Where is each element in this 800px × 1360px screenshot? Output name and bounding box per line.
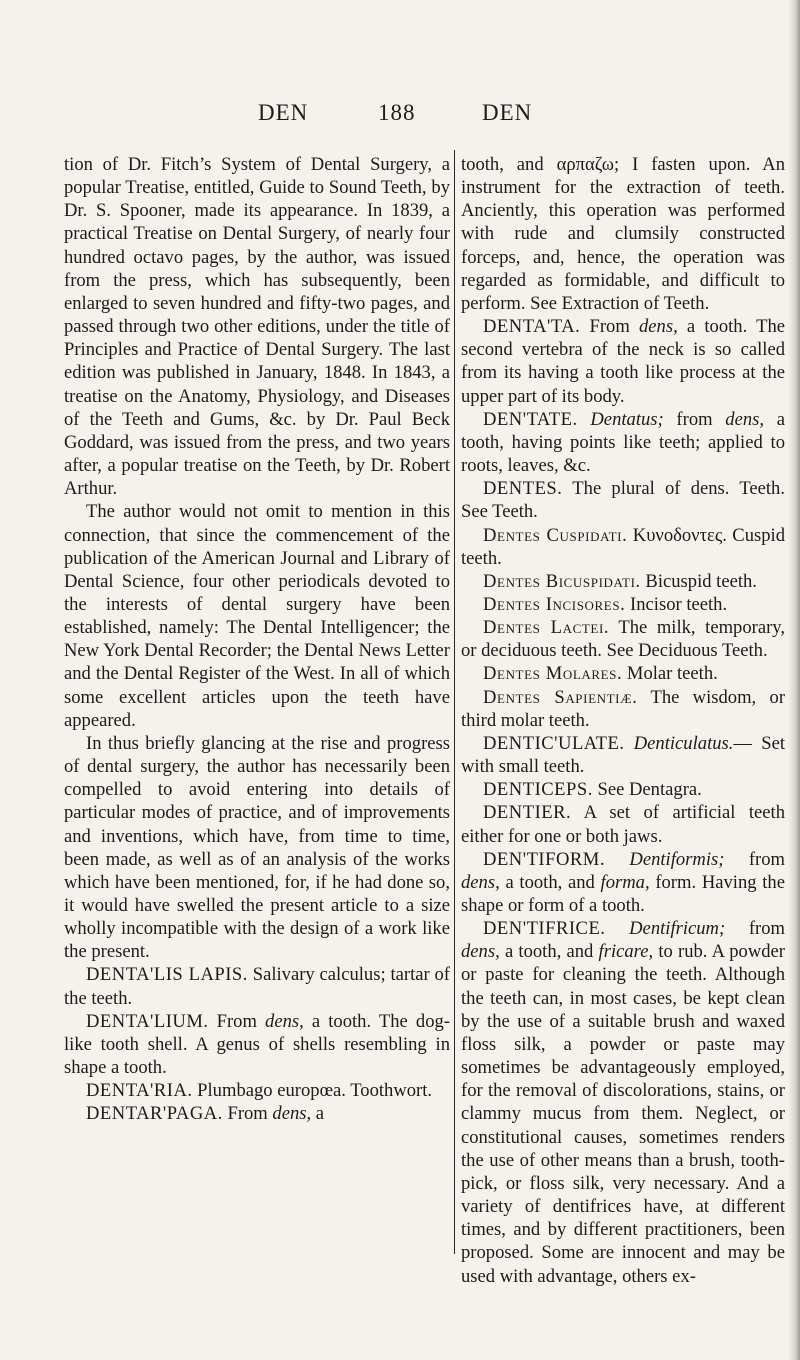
definition: Bicuspid teeth. xyxy=(640,570,757,592)
entry-dentes xyxy=(461,477,785,523)
entry-dentalium xyxy=(64,1010,450,1079)
definition-part: — Set with small teeth. xyxy=(461,732,785,778)
headword: DENTICEPS. xyxy=(483,779,593,801)
definition: Κυνοδοντες. Cuspid teeth. xyxy=(461,524,785,569)
entry-dentes-sapientiae xyxy=(461,686,785,732)
definition: Plumbago europœa. Toothwort. xyxy=(192,1080,433,1102)
latin-term: Dentifricum; xyxy=(605,918,726,940)
paragraph-conclusion: In thus briefly glancing at the rise and progress of dental surgery, the author has necessarily been compelled to avoid entering into details of particular modes of practice, and of improvements and inventions, which have, from time to time, been made, as well as of an analysis of the works which have been mentioned, for, if he had done so, it would have swelled the present article to a size wholly incompatible with the design of a work like the present. xyxy=(64,732,450,963)
entry-dentarpaga xyxy=(64,1102,450,1125)
headword: Dentes Molares. xyxy=(483,663,623,685)
headword: DENTIC'ULATE. xyxy=(483,732,625,754)
definition-part: from xyxy=(724,848,785,870)
definition-part: a tooth, and xyxy=(499,941,599,963)
latin-term: fricare, xyxy=(598,941,654,963)
entry-dentes-molares xyxy=(461,662,785,685)
entry-dentes-bicuspidati xyxy=(461,570,785,593)
running-head-right: DEN xyxy=(482,100,533,125)
latin-term: dens, xyxy=(272,1103,312,1125)
entry-dentate xyxy=(461,408,785,477)
running-head xyxy=(0,100,800,128)
latin-term: dens, xyxy=(461,871,500,893)
definition-part: From xyxy=(580,316,639,338)
headword: DENTA'TA. xyxy=(483,316,581,338)
definition-part: a tooth. The second vertebra of the neck is so called from its having a tooth like process at the upper part of its body. xyxy=(461,316,786,407)
entry-denticulate xyxy=(461,732,785,778)
latin-term: forma, xyxy=(600,871,650,893)
definition-part: to rub. A powder or paste for cleaning the teeth. Although the teeth can, in most cases, be kept clean by the use of a suitable brush and waxed floss silk, a powder or paste may sometimes be advantageously employed, for the removal of discolorations, stains, or clammy mucus from them. Neglect, or constitutional causes, sometimes renders the use of other means than a brush, tooth-pick, or floss silk, very necessary. And a variety of dentifrices have, at different times, and by different practitioners, been proposed. Some are innocent and may be used with advantage, others ex- xyxy=(461,941,785,1287)
headword: DEN'TIFRICE. xyxy=(483,918,606,940)
headword: DENTA'RIA. xyxy=(86,1080,193,1102)
running-head-left: DEN xyxy=(258,100,309,125)
latin-term: dens, xyxy=(461,941,500,963)
headword: DENTIER. xyxy=(483,802,572,824)
entry-dentalis-lapis xyxy=(64,963,450,1009)
definition-part: a tooth. The dog-like tooth shell. A genus of shells resembling in shape a tooth. xyxy=(64,1010,450,1079)
definition: See Dentagra. xyxy=(592,779,702,801)
definition: A set of artificial teeth either for one or both jaws. xyxy=(461,802,785,847)
latin-term: Denticulatus. xyxy=(624,732,734,754)
definition-part: a tooth, having points like teeth; applied to roots, leaves, &c. xyxy=(461,408,785,477)
headword: DEN'TIFORM. xyxy=(483,848,605,870)
right-column xyxy=(461,153,785,1288)
definition: Molar teeth. xyxy=(622,663,718,685)
headword: DENTES. xyxy=(483,478,563,500)
left-column xyxy=(64,153,450,1126)
entry-dentiform xyxy=(461,848,785,917)
headword: Dentes Lactei. xyxy=(483,617,610,639)
headword: Dentes Bicuspidati. xyxy=(483,570,641,592)
column-divider xyxy=(454,150,455,1254)
entry-dentifrice xyxy=(461,917,785,1288)
page-edge-shadow xyxy=(788,0,800,1360)
definition-part: a xyxy=(311,1103,325,1125)
page-number: 188 xyxy=(378,100,416,125)
definition: Incisor teeth. xyxy=(625,593,728,615)
headword: Dentes Cuspidati. xyxy=(483,524,628,546)
latin-term: dens, xyxy=(725,408,765,430)
definition-part: From xyxy=(208,1010,266,1032)
entry-dentes-lactei xyxy=(461,616,785,662)
headword: Dentes Sapientiæ. xyxy=(483,686,638,708)
paragraph-periodicals: The author would not omit to mention in this connection, that since the commencement of the publication of the American Journal and Library of Dental Science, four other periodicals devoted to the interests of dental surgery have been established, namely: The Dental Intelligencer; the New York Dental Recorder; the Dental News Letter and the Dental Register of the West. In all of which some excellent articles upon the teeth have appeared. xyxy=(64,501,450,731)
headword: DENTA'LIUM. xyxy=(86,1010,209,1032)
entry-dentarpaga-continued: tooth, and αρπαζω; I fasten upon. An instrument for the extraction of teeth. Anciently, this operation was performed with rude and clumsily constructed forceps, and, hence, the operation was regarded as formidable, and difficult to perform. See Extraction of Teeth. xyxy=(461,154,785,314)
definition-part: from xyxy=(725,918,785,940)
definition: The wisdom, or third molar teeth. xyxy=(461,686,786,731)
entry-dentier xyxy=(461,801,785,847)
definition: The plural of dens. Teeth. See Teeth. xyxy=(461,478,785,523)
definition: Salivary calculus; tartar of the teeth. xyxy=(64,964,450,1009)
entry-denticeps xyxy=(461,778,785,801)
entry-dentata xyxy=(461,315,785,408)
latin-term: Dentatus; xyxy=(577,408,664,430)
definition: The milk, temporary, or deciduous teeth. See Deciduous Teeth. xyxy=(461,617,785,662)
definition-part: From xyxy=(222,1103,273,1125)
entry-dentes-cuspidati xyxy=(461,524,785,570)
paragraph-history-continued: tion of Dr. Fitch’s System of Dental Surgery, a popular Treatise, entitled, Guide to Sound Teeth, by Dr. S. Spooner, made its appearance. In 1839, a practical Treatise on Dental Surgery, of nearly four hundred octavo pages, by the author, was issued from the press, which has subsequently, been enlarged to seven hundred and fifty-two pages, and passed through two other editions, under the title of Principles and Practice of Dental Surgery. The last edition was published in January, 1848. In 1843, a treatise on the Anatomy, Physiology, and Diseases of the Teeth and Gums, &c. by Dr. Paul Beck Goddard, was issued from the press, and two years after, a popular treatise on the Teeth, by Dr. Robert Arthur. xyxy=(64,154,450,500)
headword: DENTAR'PAGA. xyxy=(86,1103,223,1125)
latin-term: dens, xyxy=(265,1010,304,1032)
headword: DENTA'LIS LAPIS. xyxy=(86,964,248,986)
latin-term: Dentiformis; xyxy=(604,848,725,870)
latin-term: dens, xyxy=(639,316,678,338)
entry-dentes-incisores xyxy=(461,593,785,616)
definition-part: a tooth, and xyxy=(499,871,601,893)
headword: Dentes Incisores. xyxy=(483,593,626,615)
definition-part: form. Having the shape or form of a tooth. xyxy=(461,871,785,916)
entry-dentaria xyxy=(64,1079,450,1102)
definition-part: from xyxy=(663,408,726,430)
headword: DEN'TATE. xyxy=(483,408,578,430)
